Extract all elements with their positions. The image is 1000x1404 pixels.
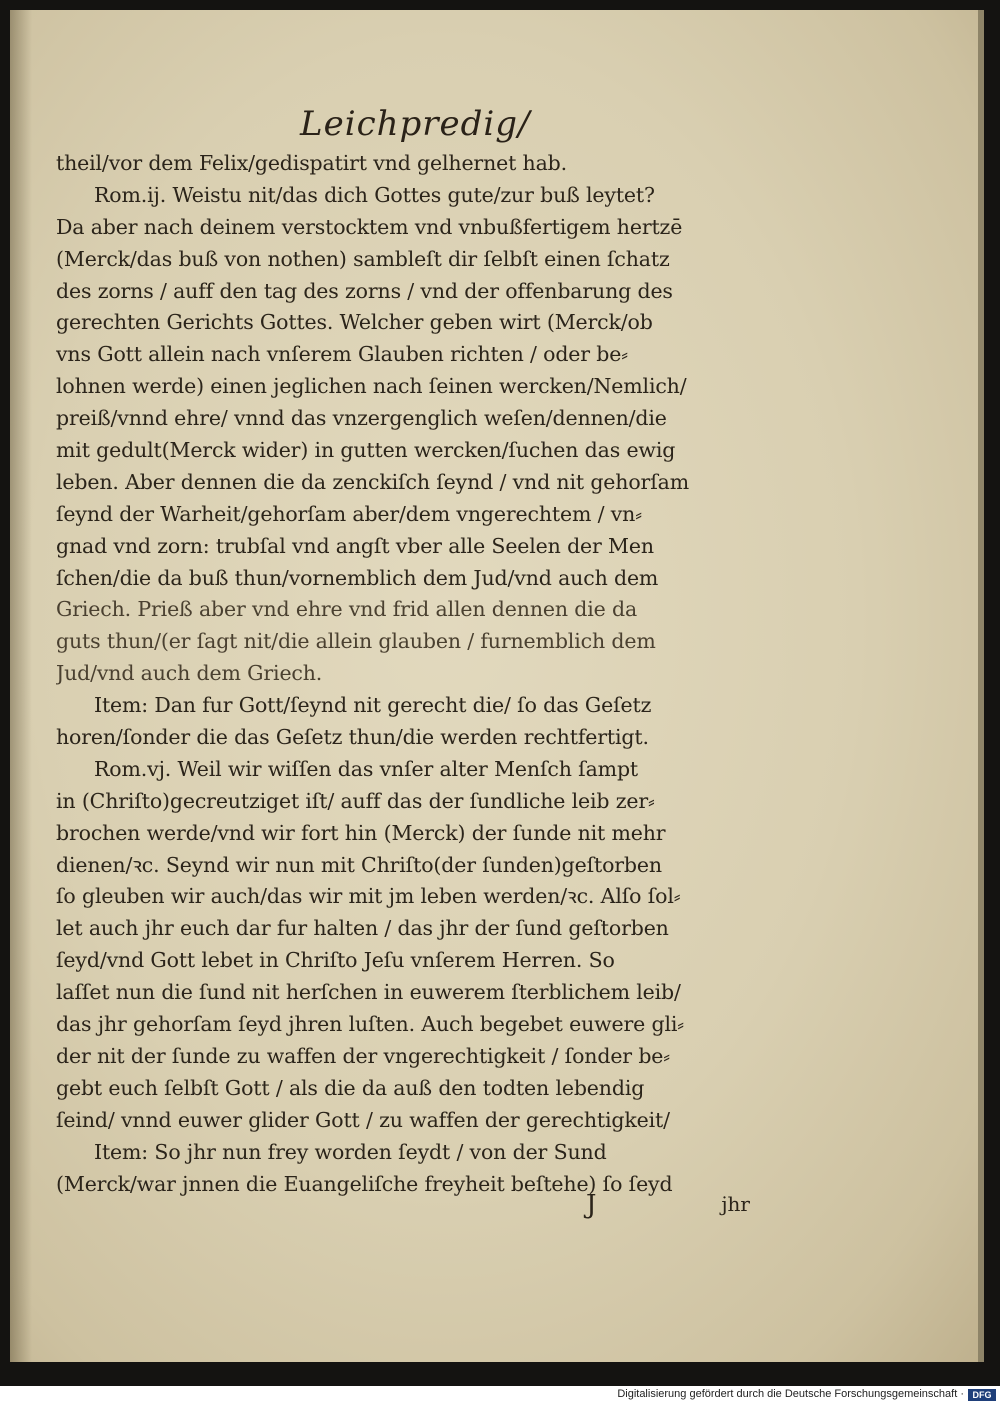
text-line: theil/vor dem Felix/gedispatirt vnd gelhernet hab. [56, 151, 568, 175]
text-line: ſeind/ vnnd euwer glider Gott / zu waffen der gerechtigkeit/ [56, 1107, 670, 1132]
text-line: mit gedult(Merck wider) in gutten wercken/ſuchen das ewig [56, 438, 676, 463]
text-line: preiß/vnnd ehre/ vnnd das vnzergenglich weſen/dennen/die [56, 406, 667, 431]
text-line: dienen/ꝛc. Seynd wir nun mit Chriſto(der ſunden)geſtorben [56, 852, 662, 877]
text-line: horen/ſonder die das Geſetz thun/die werden rechtfertigt. [56, 725, 649, 750]
text-line: leben. Aber dennen die da zenckiſch ſeynd / vnd nit gehorſam [56, 469, 689, 494]
text-line: vns Gott allein nach vnſerem Glauben richten / oder be⸗ [56, 342, 628, 367]
text-line: Da aber nach deinem verstocktem vnd vnbußfertigem hertzē [56, 214, 683, 239]
catchword: jhr [721, 1192, 750, 1216]
page-body-text [56, 148, 756, 1200]
text-line: Jud/vnd auch dem Griech. [56, 661, 323, 686]
running-head: Leichpredig/ [300, 104, 531, 144]
text-line: gebt euch ſelbſt Gott / als die da auß den todten lebendig [56, 1075, 645, 1100]
text-line: gnad vnd zorn: trubſal vnd angſt vber alle Seelen der Men [56, 533, 654, 558]
page-foot [56, 1190, 756, 1224]
text-line: das jhr gehorſam ſeyd jhren luſten. Auch begebet euwere gli⸗ [56, 1012, 684, 1037]
text-line: laſſet nun die ſund nit herſchen in euwerem ſterblichem leib/ [56, 980, 681, 1005]
gutter-shadow [10, 10, 32, 1362]
text-line: des zorns / auff den tag des zorns / vnd der offenbarung des [56, 278, 673, 303]
text-line: (Merck/war jnnen die Euangeliſche freyheit beſtehe) ſo ſeyd [56, 1171, 673, 1196]
text-line: guts thun/(er ſagt nit/die allein glauben / furnemblich dem [56, 629, 656, 654]
funding-credit: Digitalisierung gefördert durch die Deutsche Forschungsgemeinschaft · [617, 1388, 964, 1400]
text-line: ſeynd der Warheit/gehorſam aber/dem vngerechtem / vn⸗ [56, 501, 642, 526]
footer-bar [0, 1386, 1000, 1404]
text-line: lohnen werde) einen jeglichen nach ſeinen wercken/Nemlich/ [56, 374, 687, 399]
text-line: Item: Dan fur Gott/ſeynd nit gerecht die/ ſo das Geſetz [94, 693, 652, 718]
text-line: (Merck/das buß von nothen) sambleſt dir ſelbſt einen ſchatz [56, 246, 670, 271]
text-line: gerechten Gerichts Gottes. Welcher geben wirt (Merck/ob [56, 310, 653, 335]
text-line: Rom.ij. Weistu nit/das dich Gottes gute/zur buß leytet? [94, 182, 655, 207]
text-line: in (Chriſto)gecreutziget iſt/ auff das der ſundliche leib zer⸗ [56, 788, 655, 813]
text-line: ſo gleuben wir auch/das wir mit jm leben werden/ꝛc. Alſo ſol⸗ [56, 884, 681, 909]
signature-mark: J [586, 1190, 597, 1220]
text-line: ſchen/die da buß thun/vornemblich dem Jud/vnd auch dem [56, 565, 659, 590]
dfg-logo-icon: DFG [968, 1389, 996, 1401]
text-line: Item: So jhr nun frey worden ſeydt / von der Sund [94, 1139, 607, 1164]
text-line: let auch jhr euch dar fur halten / das jhr der ſund geſtorben [56, 916, 669, 941]
text-line: brochen werde/vnd wir fort hin (Merck) der ſunde nit mehr [56, 820, 666, 845]
text-line: Griech. Prieß aber vnd ehre vnd frid allen dennen die da [56, 597, 638, 622]
text-line: ſeyd/vnd Gott lebet in Chriſto Jeſu vnſerem Herren. So [56, 948, 615, 973]
text-line: Rom.vj. Weil wir wiſſen das vnſer alter Menſch ſampt [94, 756, 638, 781]
text-line: der nit der ſunde zu waffen der vngerechtigkeit / ſonder be⸗ [56, 1043, 670, 1068]
